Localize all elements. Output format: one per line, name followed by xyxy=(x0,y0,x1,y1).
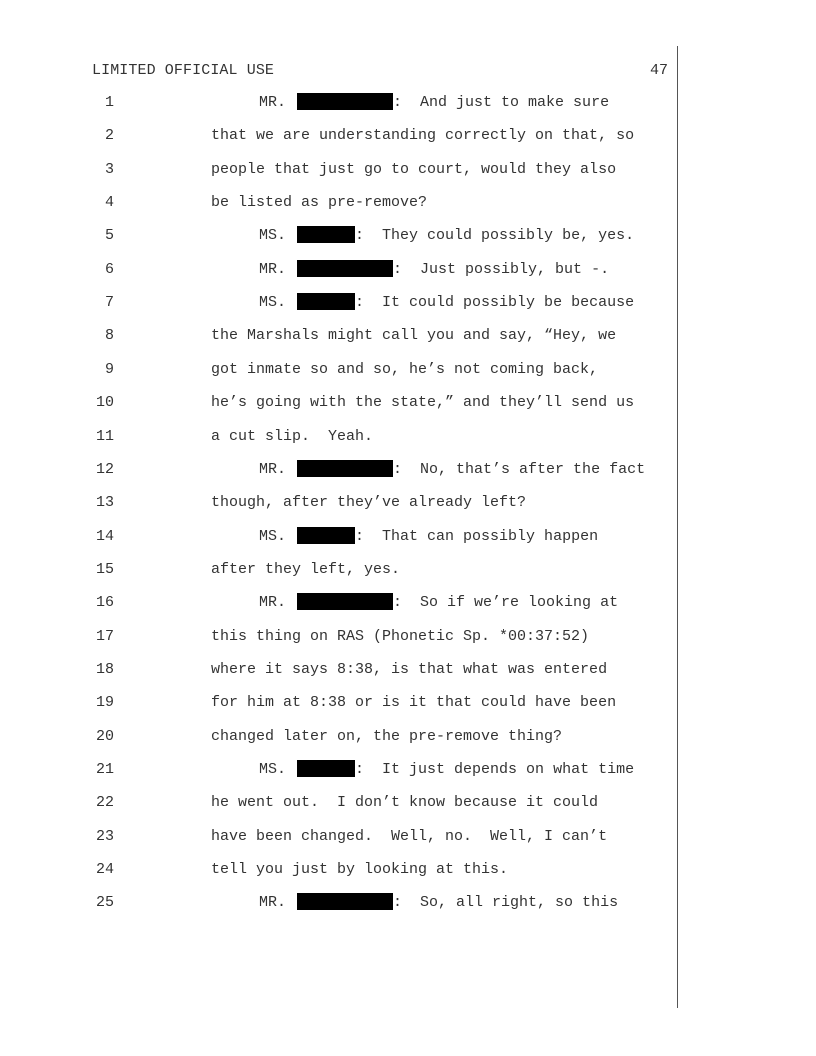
classification-marking: LIMITED OFFICIAL USE xyxy=(92,62,275,79)
line-number: 15 xyxy=(95,560,114,578)
testimony-text: this thing on RAS (Phonetic Sp. *00:37:52) xyxy=(211,627,590,645)
line-number: 7 xyxy=(104,294,114,312)
transcript-line xyxy=(0,260,676,280)
redaction-box xyxy=(297,226,355,243)
transcript-line xyxy=(0,560,676,580)
testimony-text: : And just to make sure xyxy=(393,94,610,111)
line-number: 22 xyxy=(95,794,114,812)
line-number: 18 xyxy=(95,660,114,678)
transcript-line xyxy=(0,660,676,680)
line-text xyxy=(211,693,616,713)
line-number: 3 xyxy=(104,160,114,178)
transcript-line xyxy=(0,827,676,847)
transcript-line xyxy=(0,527,676,547)
line-text xyxy=(211,860,508,880)
testimony-text: changed later on, the pre-remove thing? xyxy=(211,727,563,745)
transcript-line xyxy=(0,593,676,613)
testimony-text: after they left, yes. xyxy=(211,560,401,578)
line-number: 12 xyxy=(95,460,114,478)
redaction-box xyxy=(297,893,393,910)
testimony-text: though, after they’ve already left? xyxy=(211,494,527,512)
line-text xyxy=(211,793,598,813)
speaker-line-text xyxy=(259,460,645,480)
line-text xyxy=(211,493,526,513)
line-number: 17 xyxy=(95,627,114,645)
line-text xyxy=(211,126,634,146)
line-text xyxy=(211,427,373,447)
line-number: 1 xyxy=(104,94,114,111)
testimony-text: he went out. I don’t know because it could xyxy=(211,794,599,812)
redaction-box xyxy=(297,760,355,777)
transcript-line xyxy=(0,193,676,213)
line-number: 23 xyxy=(95,827,114,845)
speaker-line-text xyxy=(259,226,634,246)
speaker-title: MS. xyxy=(259,761,287,778)
transcript-line xyxy=(0,126,676,146)
line-text xyxy=(211,660,607,680)
line-number: 21 xyxy=(95,761,114,778)
line-number: 19 xyxy=(95,694,114,712)
line-number: 25 xyxy=(95,894,114,912)
line-text xyxy=(211,326,616,346)
transcript-line xyxy=(0,860,676,880)
transcript-line xyxy=(0,226,676,246)
transcript-line xyxy=(0,427,676,447)
speaker-title: MR. xyxy=(259,594,287,612)
testimony-text: he’s going with the state,” and they’ll send us xyxy=(211,394,635,412)
testimony-text: where it says 8:38, is that what was entered xyxy=(211,660,608,678)
testimony-text: : It just depends on what time xyxy=(355,761,635,778)
transcript-line xyxy=(0,160,676,180)
testimony-text: : It could possibly be because xyxy=(355,294,635,312)
line-text xyxy=(211,360,598,380)
speaker-title: MS. xyxy=(259,294,287,312)
transcript-line xyxy=(0,360,676,380)
transcript-line xyxy=(0,693,676,713)
line-number: 4 xyxy=(104,194,114,212)
testimony-text: the Marshals might call you and say, “Hey, we xyxy=(211,327,617,345)
speaker-title: MS. xyxy=(259,227,287,245)
testimony-text: : No, that’s after the fact xyxy=(393,460,646,478)
right-margin-rule xyxy=(677,46,678,1008)
transcript-line xyxy=(0,393,676,413)
testimony-text: that we are understanding correctly on that, so xyxy=(211,127,635,145)
line-text xyxy=(211,827,607,847)
transcript-line xyxy=(0,893,676,913)
line-number: 6 xyxy=(104,260,114,278)
speaker-line-text xyxy=(259,293,634,313)
line-text xyxy=(211,193,427,213)
transcript-line xyxy=(0,460,676,480)
line-number: 24 xyxy=(95,861,114,879)
line-text xyxy=(211,727,562,747)
speaker-line-text xyxy=(259,527,598,547)
line-text xyxy=(211,560,400,580)
transcript-line xyxy=(0,727,676,747)
speaker-line-text xyxy=(259,893,618,913)
line-number: 11 xyxy=(95,427,114,445)
transcript-line xyxy=(0,760,676,780)
line-number: 16 xyxy=(95,594,114,612)
transcript-line xyxy=(0,627,676,647)
testimony-text: be listed as pre-remove? xyxy=(211,194,428,212)
speaker-title: MR. xyxy=(259,260,287,278)
line-number: 10 xyxy=(95,394,114,412)
line-number: 20 xyxy=(95,727,114,745)
line-text xyxy=(211,160,616,180)
testimony-text: : So, all right, so this xyxy=(393,894,619,912)
redaction-box xyxy=(297,260,393,277)
transcript-line xyxy=(0,93,676,113)
speaker-title: MR. xyxy=(259,460,287,478)
redaction-box xyxy=(297,593,393,610)
line-number: 5 xyxy=(104,227,114,245)
redaction-box xyxy=(297,527,355,544)
testimony-text: people that just go to court, would they also xyxy=(211,160,617,178)
transcript-line xyxy=(0,493,676,513)
redaction-box xyxy=(297,460,393,477)
testimony-text: : That can possibly happen xyxy=(355,527,599,545)
line-number: 14 xyxy=(95,527,114,545)
line-number: 13 xyxy=(95,494,114,512)
line-number: 2 xyxy=(104,127,114,145)
line-text xyxy=(211,393,634,413)
testimony-text: : They could possibly be, yes. xyxy=(355,227,635,245)
testimony-text: got inmate so and so, he’s not coming back, xyxy=(211,360,599,378)
testimony-text: a cut slip. Yeah. xyxy=(211,427,374,445)
testimony-text: for him at 8:38 or is it that could have been xyxy=(211,694,617,712)
transcript-line xyxy=(0,293,676,313)
line-text xyxy=(211,627,589,647)
testimony-text: have been changed. Well, no. Well, I can’t xyxy=(211,827,608,845)
transcript-line xyxy=(0,793,676,813)
speaker-title: MR. xyxy=(259,94,287,111)
line-number: 8 xyxy=(104,327,114,345)
redaction-box xyxy=(297,93,393,110)
speaker-title: MR. xyxy=(259,894,287,912)
speaker-line-text xyxy=(259,93,609,113)
speaker-title: MS. xyxy=(259,527,287,545)
line-number: 9 xyxy=(104,360,114,378)
testimony-text: : Just possibly, but -. xyxy=(393,260,610,278)
page-number: 47 xyxy=(649,62,668,79)
testimony-text: tell you just by looking at this. xyxy=(211,861,509,879)
redaction-box xyxy=(297,293,355,310)
speaker-line-text xyxy=(259,593,618,613)
speaker-line-text xyxy=(259,260,609,280)
speaker-line-text xyxy=(259,760,634,780)
testimony-text: : So if we’re looking at xyxy=(393,594,619,612)
transcript-line xyxy=(0,326,676,346)
